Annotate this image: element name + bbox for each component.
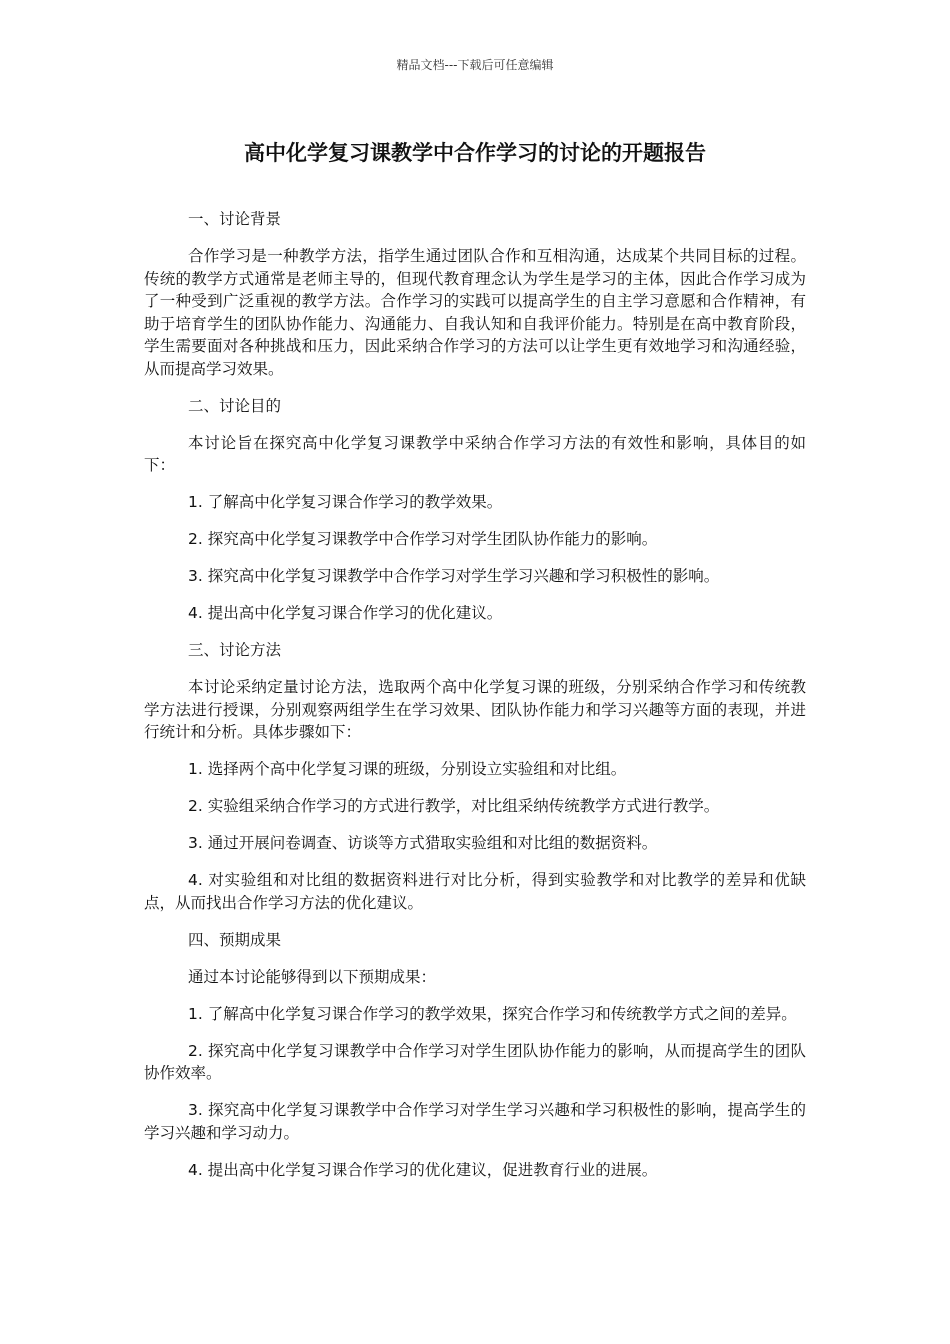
purpose-list-item: 4. 提出高中化学复习课合作学习的优化建议。 [188,604,503,622]
outcome-list-item: 2. 探究高中化学复习课教学中合作学习对学生团队协作能力的影响，从而提高学生的团队协作效率。 [144,1041,806,1082]
purpose-list-item: 1. 了解高中化学复习课合作学习的教学效果。 [188,493,503,511]
section-heading-purpose: 二、讨论目的 [188,396,282,415]
purpose-list-item: 3. 探究高中化学复习课教学中合作学习对学生学习兴趣和学习积极性的影响。 [188,567,720,585]
purpose-list-item: 2. 探究高中化学复习课教学中合作学习对学生团队协作能力的影响。 [188,530,658,548]
paragraph-purpose: 本讨论旨在探究高中化学复习课教学中采纳合作学习方法的有效性和影响，具体目的如下： [144,433,806,474]
page-header-watermark: 精品文档---下载后可任意编辑 [396,58,554,72]
paragraph-outcomes: 通过本讨论能够得到以下预期成果： [188,967,437,986]
outcome-list-item: 1. 了解高中化学复习课合作学习的教学效果，探究合作学习和传统教学方式之间的差异。 [188,1004,797,1023]
section-heading-outcomes: 四、预期成果 [188,930,282,949]
section-heading-background: 一、讨论背景 [188,210,282,228]
method-list-item: 4. 对实验组和对比组的数据资料进行对比分析，得到实验教学和对比教学的差异和优缺点，从而找出合作学习方法的优化建议。 [144,871,806,912]
document-body [144,208,806,1196]
section-heading-method: 三、讨论方法 [188,641,282,659]
paragraph-method: 本讨论采纳定量讨论方法，选取两个高中化学复习课的班级，分别采纳合作学习和传统教学方法进行授课，分别观察两组学生在学习效果、团队协作能力和学习兴趣等方面的表现，并进行统计和分析。具体步骤如下： [144,678,806,741]
outcome-list-item: 3. 探究高中化学复习课教学中合作学习对学生学习兴趣和学习积极性的影响，提高学生的学习兴趣和学习动力。 [144,1101,806,1142]
method-list-item: 3. 通过开展问卷调查、访谈等方式猎取实验组和对比组的数据资料。 [188,834,658,852]
paragraph-background: 合作学习是一种教学方法，指学生通过团队合作和互相沟通，达成某个共同目标的过程。传统的教学方式通常是老师主导的，但现代教育理念认为学生是学习的主体，因此合作学习成为了一种受到广泛重视的教学方法。合作学习的实践可以提高学生的自主学习意愿和合作精神，有助于培育学生的团队协作能力、沟通能力、自我认知和自我评价能力。特别是在高中教育阶段，学生需要面对各种挑战和压力，因此采纳合作学习的方法可以让学生更有效地学习和沟通经验，从而提高学习效果。 [144,247,806,378]
document-title: 高中化学复习课教学中合作学习的讨论的开题报告 [244,141,706,165]
method-list-item: 2. 实验组采纳合作学习的方式进行教学，对比组采纳传统教学方式进行教学。 [188,797,720,815]
outcome-list-item: 4. 提出高中化学复习课合作学习的优化建议，促进教育行业的进展。 [188,1160,658,1179]
method-list-item: 1. 选择两个高中化学复习课的班级，分别设立实验组和对比组。 [188,760,627,778]
